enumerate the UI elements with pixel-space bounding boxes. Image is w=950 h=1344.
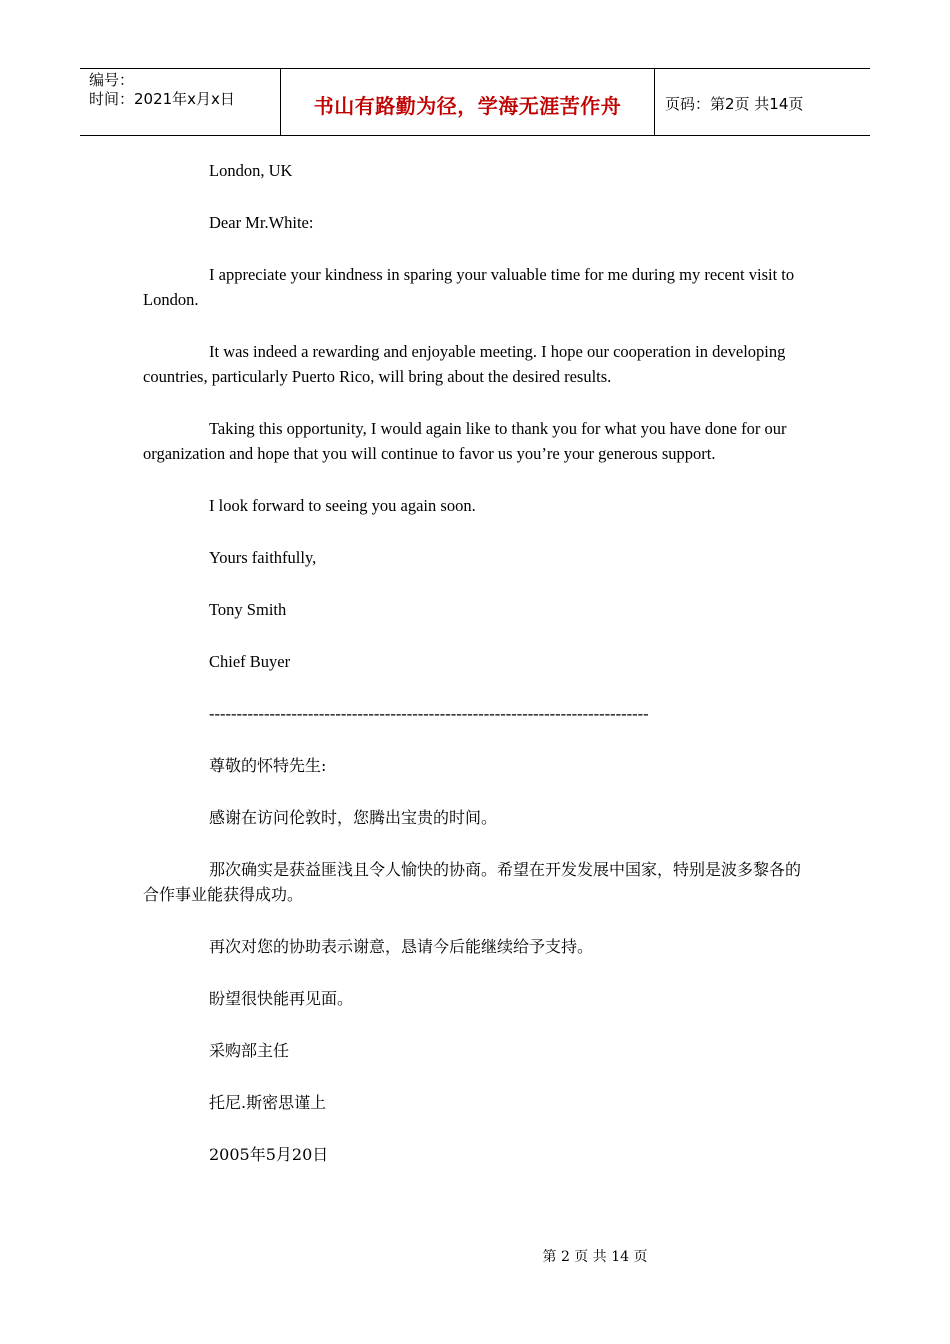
time-label: 时间：2021年x月x日 — [89, 90, 235, 108]
cn-paragraph: 盼望很快能再见面。 — [209, 989, 354, 1008]
footer-page-number: 第 2 页 共 14 页 — [542, 1249, 648, 1265]
letter-address: London, UK — [209, 161, 293, 180]
signature-title: Chief Buyer — [209, 652, 291, 671]
header-motto-cell — [281, 69, 655, 135]
cn-signature: 托尼.斯密思谨上 — [209, 1093, 327, 1112]
separator-line: -------------------------------------------------------------------------------- — [209, 704, 649, 723]
page-footer — [0, 1246, 950, 1266]
cn-paragraph: 那次确实是获益匪浅且令人愉快的协商。希望在开发发展中国家，特别是波多黎各的合作事业能获得成功。 — [143, 860, 802, 904]
cn-date: 2005年5月20日 — [209, 1145, 329, 1164]
document-body — [143, 158, 807, 1194]
letter-paragraph: I appreciate your kindness in sparing your valuable time for me during my recent visit to London. — [143, 265, 795, 309]
signature-name: Tony Smith — [209, 600, 287, 619]
cn-title: 采购部主任 — [209, 1041, 290, 1060]
cn-salutation: 尊敬的怀特先生: — [209, 756, 327, 775]
cn-paragraph: 感谢在访问伦敦时，您腾出宝贵的时间。 — [209, 808, 498, 827]
letter-salutation: Dear Mr.White: — [209, 213, 314, 232]
number-label: 编号： — [89, 71, 135, 89]
letter-closing: Yours faithfully, — [209, 548, 317, 567]
header-meta — [80, 69, 281, 135]
letter-paragraph: Taking this opportunity, I would again like to thank you for what you have done for our organization and hope that you will continue to favor us you’re your generous support. — [143, 419, 787, 463]
cn-paragraph: 再次对您的协助表示谢意，恳请今后能继续给予支持。 — [209, 937, 594, 956]
header-page-info: 页码：第2页 共14页 — [665, 94, 804, 113]
letter-paragraph: I look forward to seeing you again soon. — [209, 496, 476, 515]
page-header — [80, 68, 870, 136]
letter-paragraph: It was indeed a rewarding and enjoyable meeting. I hope our cooperation in developing countries, particularly Puerto Rico, will bring about the desired results. — [143, 342, 786, 386]
header-motto: 书山有路勤为径，学海无涯苦作舟 — [313, 93, 622, 118]
header-page-cell — [655, 69, 870, 135]
